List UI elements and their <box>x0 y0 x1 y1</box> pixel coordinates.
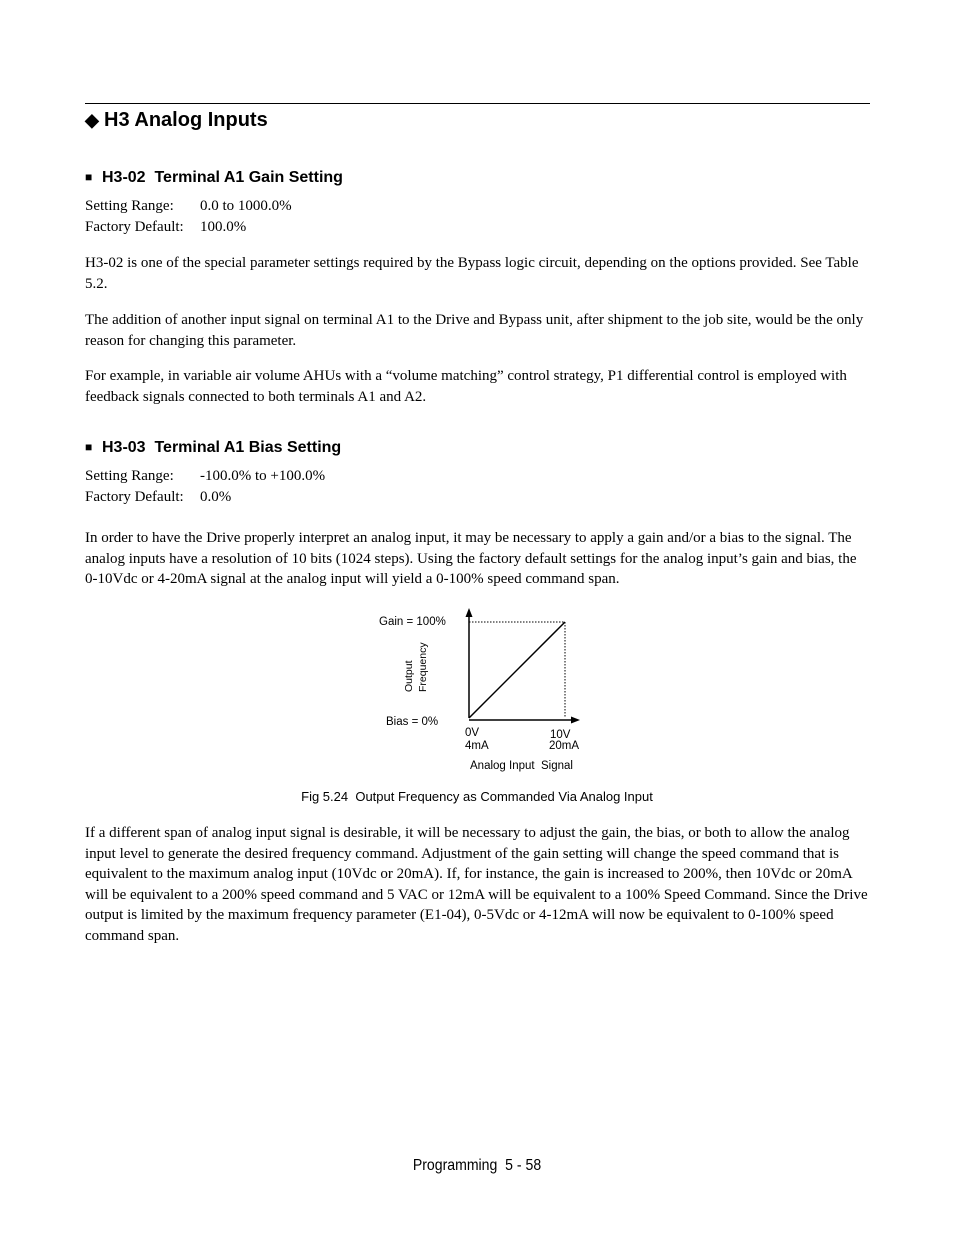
h3-03-title: H3-03 Terminal A1 Bias Setting <box>102 439 342 456</box>
h3-02-default-label: Factory Default: <box>85 219 184 235</box>
square-bullet-icon: ■ <box>85 440 93 454</box>
x-tick-20ma: 20mA <box>549 740 580 752</box>
y-axis-label-line-2: Frequency <box>417 642 429 692</box>
h3-03-range-label: Setting Range: <box>85 468 174 484</box>
h3-03-heading <box>85 437 341 458</box>
square-bullet-icon: ■ <box>85 170 93 184</box>
h3-02-paragraph-1: H3-02 is one of the special parameter settings required by the Bypass logic circuit, depending on the options provided. See Table 5.2. <box>85 255 859 292</box>
x-tick-4ma: 4mA <box>465 740 489 752</box>
section-divider <box>85 103 870 104</box>
section-title <box>85 107 268 133</box>
h3-03-default-label: Factory Default: <box>85 489 184 505</box>
figure-caption <box>0 789 954 805</box>
x-tick-10v: 10V <box>550 729 571 741</box>
h3-02-range-row <box>85 196 292 217</box>
page-footer-text: Programming 5 - 58 <box>412 1157 542 1174</box>
h3-03-default-row <box>85 487 231 508</box>
y-axis-arrow <box>466 608 473 617</box>
y-axis-label-line-1: Output <box>403 660 415 692</box>
x-axis-arrow <box>571 717 580 724</box>
h3-03-paragraph-2: If a different span of analog input signal is desirable, it will be necessary to adjust the gain, the bias, or both to allow the analog input level to generate the desired frequency command. Adjustment of the gain setting will change the speed command that is equivalent to the maximum analog input (10Vdc or 20mA). If, for instance, the gain is increased to 200%, then 10Vdc or 20mA will be equivalent to a 200% speed command and 5 VAC or 12mA will be equivalent to a 100% Speed Command. Since the Drive output is limited by the maximum frequency parameter (E1-04), 0-5Vdc or 4-12mA will now be equivalent to 0-100% speed command span. <box>85 825 868 944</box>
h3-03-range-value: -100.0% to +100.0% <box>200 468 326 484</box>
h3-02-range-value: 0.0 to 1000.0% <box>200 198 292 214</box>
h3-03-paragraph-1: In order to have the Drive properly interpret an analog input, it may be necessary to apply a gain and/or a bias to the signal. The analog inputs have a resolution of 10 bits (1024 steps). Using the factory default settings for the analog input’s gain and bias, the 0-10Vdc or 4-20mA signal at the analog input will yield a 0-100% speed command span. <box>85 530 857 587</box>
h3-02-default-value: 100.0% <box>200 219 247 235</box>
output-frequency-line <box>469 622 565 718</box>
section-title-text: H3 Analog Inputs <box>104 109 268 131</box>
h3-03-default-value: 0.0% <box>200 489 232 505</box>
h3-03-range-row <box>85 466 325 487</box>
x-axis-label: Analog Input Signal <box>470 760 573 772</box>
h3-02-default-row <box>85 217 246 238</box>
y-tick-bias: Bias = 0% <box>386 716 439 728</box>
diamond-icon: ◆ <box>85 110 99 130</box>
h3-02-paragraph-3: For example, in variable air volume AHUs with a “volume matching” control strategy, P1 differential control is employed with feedback signals connected to both terminals A1 and A2. <box>85 368 847 405</box>
y-tick-gain: Gain = 100% <box>379 616 446 628</box>
h3-02-range-label: Setting Range: <box>85 198 174 214</box>
figure-caption-text: Fig 5.24 Output Frequency as Commanded Via Analog Input <box>301 789 653 804</box>
h3-02-title: H3-02 Terminal A1 Gain Setting <box>102 169 343 186</box>
h3-02-heading <box>85 167 343 188</box>
h3-02-paragraph-2: The addition of another input signal on terminal A1 to the Drive and Bypass unit, after shipment to the job site, would be the only reason for changing this parameter. <box>85 312 864 349</box>
page-footer <box>57 1156 897 1176</box>
x-tick-0v: 0V <box>465 727 480 739</box>
